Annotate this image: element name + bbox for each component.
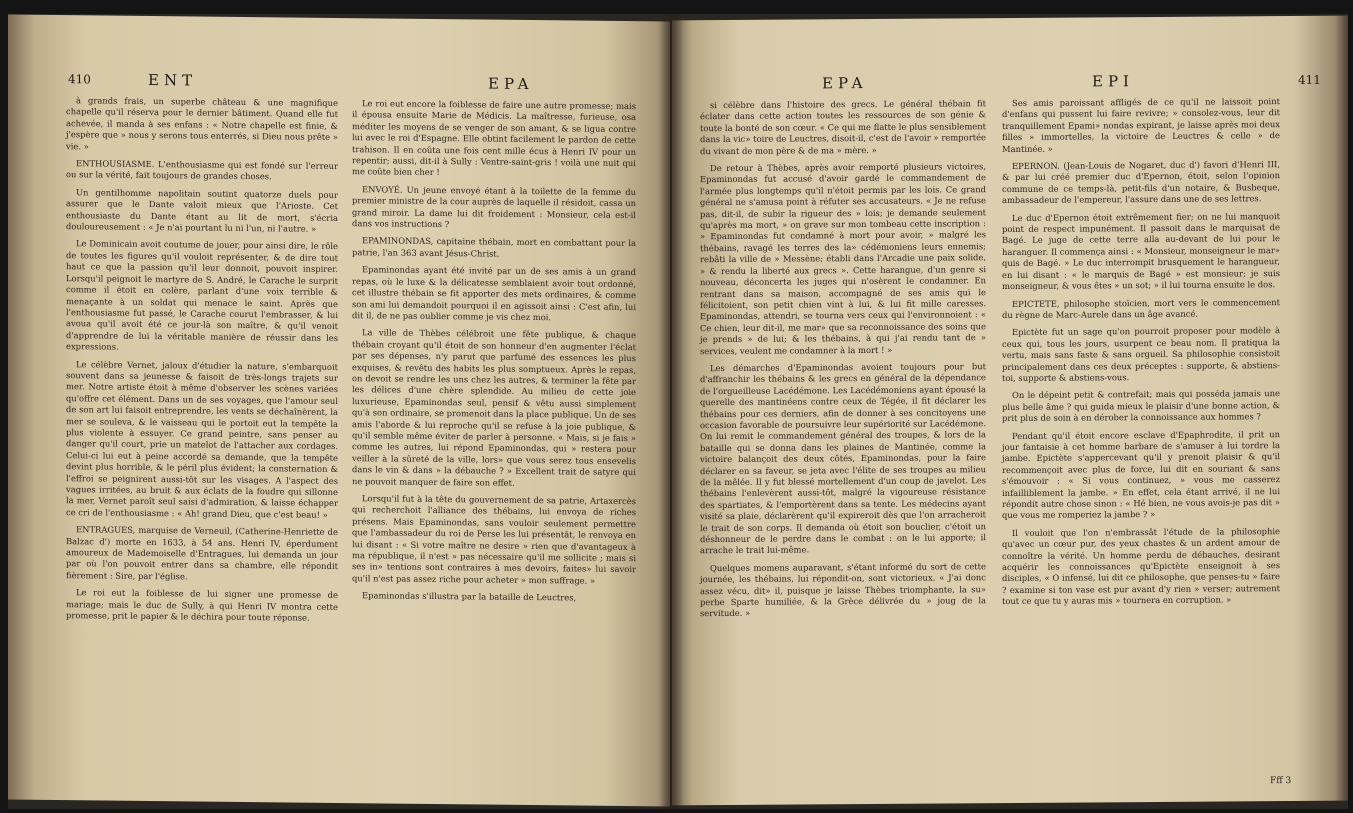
right-page [672,16,1348,806]
paragraph: De retour à Thèbes, après avoir remporté plusieurs victoires, Epaminondas fut accusé d'avoir gardé le commandement de l'armée plus longtemps qu'il n'étoit permis par les lois. Ce grand général ne s'amusa point à réfuter ses accusateurs. « Je ne refuse pas, dit-il, de subir la rigueur des » lois; je demande seulement qu'après ma mort, » on grave sur mon tombeau cette inscription : » Epaminondas fut condamné à mort pour avoir, » malgré les thébains, ravagé les terres des la» cédémoniens leurs ennemis; rebâti la ville de » Messène; établi dans l'Arcadie une paix solide, » & rendu la liberté aux grecs ». Cette harangue, d'un genre si nouveau, déconcerta les juges qui n'osèrent le condamner. En rentrant dans sa maison, accompagné de ses amis qui le félicitoient, son petit chien vint à lui, & lui fit mille caresses. Epaminondas, attendri, se tourna vers ceux qui l'environnoient : « Ce chien, leur dit-il, me mar» que sa reconnoissance des soins que je prends » de lui; & les thébains, à qui j'ai rendu tant de » services, veulent me condamner à la mort ! » [700,161,986,356]
paragraph: Epictète fut un sage qu'on pourroit proposer pour modèle à ceux qui, tous les jours, usurpent ce beau nom. Il pratiqua la vertu, mais sans faste & sans orgueil. Sa philosophie consistoit principalement dans ces deux préceptes : supporte, & abstiens-toi, supporte & abstiens-vous. [1002,325,1280,383]
left-page [8,15,670,807]
running-header-right: EPI [1092,72,1134,91]
paragraph: Le Dominicain avoit coutume de jouer, pour ainsi dire, le rôle de toutes les figures qu'il vouloit représenter, & de dire tout haut ce que la passion qu'il leur donnoit, pouvoit inspirer. Lorsqu'il peignoit le martyre de S. André, le Carache le surprit comme il étoit en colère, parlant d'une voix terrible & menaçante à un soldat qui menace le saint. Après que l'enthousiasme fut passé, le Carache courut l'embrasser, & lui avoua qu'il avoit été ce jour-là son maître, & qu'il venoit d'apprendre de lui la véritable manière de réussir dans les expressions. [66,238,338,352]
open-book [8,14,1348,809]
paragraph: La ville de Thèbes célébroit une fête publique, & chaque thébain croyant qu'il étoit de son honneur d'en augmenter l'éclat par ses dépenses, n'y parut que parfumé des essences les plus exquises, & revêtu des habits les plus somptueux. Après le repas, on devoit se rendre les uns chez les autres, & terminer la fête par les délices d'une chère splendide. Au milieu de cette joie luxurieuse, Epaminondas seul, pensif & vêtu aussi simplement qu'à son ordinaire, se promenoit dans la place publique. Un de ses amis l'aborde & lui reproche qu'il se refuse à la joie publique, & qu'il semble même éviter de parler à personne. « Mais, si je fais » comme les autres, lui répond Epaminondas, qui » restera pour veiller à la sûreté de la ville, lors» que vous serez tous ensevelis dans le vin & dans » la débauche ? » Excellent trait de satyre qui ne pouvoit manquer de faire son effet. [352,327,636,488]
right-page-column-1 [700,98,986,626]
signature-mark: Fff 3 [1270,776,1292,787]
paragraph: EPERNON. (Jean-Louis de Nogaret, duc d') favori d'Henri III, & par lui créé premier duc d'Epernon, étoit, selon l'opinion commune de ce temps-là, petit-fils d'un notaire, & Busbeque, ambassadeur de l'empereur, l'assure dans une de ses lettres. [1002,159,1280,206]
paragraph: Quelques momens auparavant, s'étant informé du sort de cette journée, les thébains, lui répondit-on, sont victorieux. « J'ai donc assez vécu, dit» il, puisque je laisse Thèbes triomphante, la su» perbe Sparte humiliée, & la Grèce délivrée du » joug de la servitude. » [700,561,986,619]
right-page-column-2 [1002,96,1280,614]
paragraph: Le roi eut la foiblesse de lui signer une promesse de mariage; mais le duc de Sully, à qui Henri IV montra cette promesse, prit le papier & le déchira pour toute réponse. [66,587,338,623]
page-number: 411 [1298,72,1321,87]
paragraph: Epaminondas ayant été invité par un de ses amis à un grand repas, où le luxe & la délicatesse semblaient avoir tout ordonné, cet illustre thébain se fit apporter des mets ordinaires, & comme son ami lui demandoit pourquoi il en agissoit ainsi : C'est afin, lui dit il, de ne pas oublier comme je vis chez moi. [352,264,636,323]
running-header-left: ENT [148,70,198,90]
paragraph: ENTHOUSIASME. L'enthousiasme qui est fondé sur l'erreur ou sur la vérité, fait toujours de grandes choses. [66,158,338,182]
paragraph: Le duc d'Epernon étoit extrêmement fier; on ne lui manquoit point de respect impunément. Il passoit dans le marquisat de Bagé. Le juge de cette terre alla au-devant de lui pour le haranguer. Il commença ainsi : « Monsieur, monseigneur le mar» quis de Bagé. » Le duc interrompit brusquement le harangueur, en lui disant : « le marquis de Bagé » est monsieur; je suis monseigneur, & vous êtes » un sot; » il lui tourna ensuite le dos. [1002,210,1280,292]
paragraph: Le roi eut encore la foiblesse de faire une autre promesse; mais il épousa ensuite Marie de Médicis. La maîtresse, furieuse, osa méditer les moyens de se venger de son amant, & se ligua contre lui avec le roi d'Espagne. Elle obtint facilement le pardon de cette trahison. Il en coûta une fois cent mille écus à Henri IV pour un repentir; aussi, dit-il à Sully : Ventre-saint-gris ! voilà une nuit qui me coûte bien cher ! [352,98,636,178]
running-header-left: EPA [822,73,868,93]
running-header-right: EPA [488,74,534,94]
paragraph: Lorsqu'il fut à la tête du gouvernement de sa patrie, Artaxercès qui recherchoit l'alliance des thébains, lui envoya de riches présens. Mais Epaminondas, sans vouloir seulement permettre que l'ambassadeur du roi de Perse les lui présentât, le renvoya en lui disant : « Si votre maître ne desire » rien que d'avantageux à ma république, il n'est » pas nécessaire qu'il me sollicite ; mais si ses in» tentions sont contraires à mes devoirs, faites» lui savoir qu'il n'est pas assez riche pour acheter » mon suffrage. » [352,493,636,586]
paragraph: Le célèbre Vernet, jaloux d'étudier la nature, s'embarquoit souvent dans sa jeunesse & faisoit de très-longs trajets sur mer. Notre artiste étoit à même d'observer les scènes variées qu'offre cet élément. Dans un de ses voyages, que l'amour seul de son art lui faisoit entreprendre, les vents se déchaînèrent, la mer se souleva, & le vaisseau qui le portoit eut la tempête la plus violente à essuyer. Ce grand peintre, sans penser au danger qu'il court, prie un matelot de l'attacher aux cordages. Celui-ci lui eut à peine accordé sa demande, que la tempête devint plus horrible, & le péril plus évident; la consternation & l'effroi se peignirent aussi-tôt sur les visages. A l'aspect des vagues irritées, au bruit & aux éclats de la foudre qui sillonne la mer, Vernet paroît seul saisi d'admiration, & laisse échapper ce cri de l'enthousiasme : « Ah! grand Dieu, que c'est beau! » [66,358,338,520]
page-number: 410 [68,72,91,87]
paragraph: Un gentilhomme napolitain soutint quatorze duels pour assurer que le Dante valoit mieux que l'Arioste. Cet enthousiaste du Dante étant au lit de mort, s'écria douloureusement : « Je n'ai pourtant lu ni l'un, ni l'autre. » [66,187,338,234]
left-page-column-2 [352,98,636,611]
paragraph: ENVOYÉ. Un jeune envoyé étant à la toilette de la femme du premier ministre de la cour auprès de laquelle il résidoit, cassa un grand miroir. La dame lui dit froidement : Monsieur, cela est-il dans vos instructions ? [352,184,636,230]
paragraph: ENTRAGUES, marquise de Verneuil, (Catherine-Henriette de Balzac d') morte en 1633, à 54 ans. Henri IV, éperdument amoureux de Mademoiselle d'Entragues, lui demanda un jour par où l'on pouvoit entrer dans sa chambre, elle répondit fièrement : Sire, par l'église. [66,524,338,582]
left-page-column-1 [66,95,338,630]
paragraph: On le dépeint petit & contrefait; mais qui posséda jamais une plus belle âme ? qui guida mieux le plaisir d'une bonne action, & prit plus de soin à en dérober la connoissance aux hommes ? [1002,388,1280,424]
paragraph: EPICTETE, philosophe stoïcien, mort vers le commencement du règne de Marc-Aurele dans un âge avancé. [1002,296,1280,320]
paragraph: Epaminondas s'illustra par la bataille de Leuctres, [362,590,577,603]
paragraph: EPAMINONDAS, capitaine thébain, mort en combattant pour la patrie, l'an 363 avant Jésus-Christ. [352,235,636,259]
paragraph: Il vouloit que l'on n'embrassât l'étude de la philosophie qu'avec un cœur pur, des yeux chastes & un ardent amour de connoître la vérité. Un homme perdu de débauches, desirant acquérir les connoissances qu'Epictète enseignoit à ses disciples, « O infensé, lui dit ce philosophe, que penses-tu » faire ? examine si ton vase est pur avant d'y rien » verser; autrement tout ce que tu y auras mis » tournera en corruption. » [1002,525,1280,607]
paragraph: Pendant qu'il étoit encore esclave d'Epaphrodite, il prit un jour fantaisie à cet homme barbare de s'amuser à lui tordre la jambe. Epictète s'appercevant qu'il y prenoit plaisir & qu'il recommençoit avec plus de force, lui dit en souriant & sans s'émouvoir : « Si vous continuez, » vous me casserez infailliblement la jambe. » En effet, cela étant arrivé, il ne lui répondit autre chose sinon : « Hé bien, ne vous avois-je pas dit » que vous me romperiez la jambe ? » [1002,428,1280,521]
paragraph: Ses amis paroissant affligés de ce qu'il ne laissoit point d'enfans qui pussent lui faire revivre; » consolez-vous, leur dit tranquillement Epami» nondas expirant, je laisse après moi deux filles » immortelles, la victoire de Leuctres & celle » de Mantinée. » [1002,96,1280,154]
paragraph: si célèbre dans l'histoire des grecs. Le général thébain fit éclater dans cette action toutes les ressources de son génie & toute la bonté de son cœur. « Ce qui me flatte le plus sensiblement dans la vic» toire de Leuctres, disoit-il, c'est de l'avoir » remportée du vivant de mon père & de ma » mère. » [700,98,986,156]
paragraph: Les démarches d'Epaminondas avoient toujours pour but d'affranchir les thébains & les grecs en général de la dépendance de l'orgueilleuse Lacédémone. Les Lacédémoniens ayant épousé la querelle des mantinéens contre ceux de Tégée, il fit déclarer les thébains pour ces derniers, afin de donner à ses concitoyens une occasion favorable de poursuivre leur supériorité sur Lacédémone. On lui remit le commandement général des troupes, & lors de la bataille qui se donna dans les plaines de Mantinée, comme la victoire balançoit des deux côtés, Epaminondas, pour la faire déclarer en sa faveur, se jeta avec l'élite de ses troupes au milieu de la mêlée. Il y fut blessé mortellement d'un coup de javelot. Les thébains l'enlevèrent aussi-tôt, malgré la vigoureuse résistance des spartiates, & l'emportèrent dans sa tente. Les médecins ayant visité sa plaie, déclarèrent qu'il expireroit dès que l'on arracheroit le trait de son corps. Il demanda où étoit son bouclier, c'étoit un déshonneur de le perdre dans le combat : on le lui apporte; il arrache le trait lui-même. [700,361,986,556]
paragraph: à grands frais, un superbe château & une magnifique chapelle qu'il réserva pour le dernier bâtiment. Quand elle fut achevée, il manda à ses enfans : « Notre chapelle est finie, & j'espère que » nous y serons tous enterrés, si Dieu nous prête » vie. » [66,95,338,152]
